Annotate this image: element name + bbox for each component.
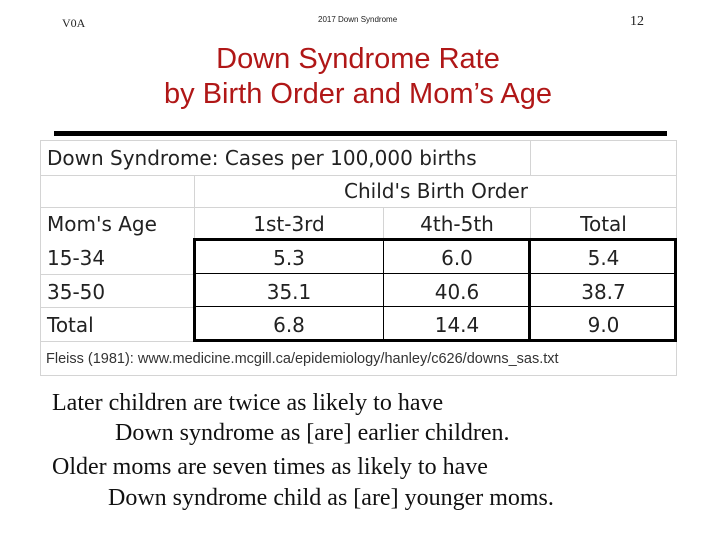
grid-line [40,140,677,141]
grid-line [40,175,677,176]
table-cell: 6.8 [273,313,305,337]
slide-label: V0A [62,16,86,30]
body-line-2: Down syndrome as [are] earlier children. [115,420,510,446]
grid-line [530,140,531,175]
body-line-1: Later children are twice as likely to have [52,390,444,416]
table-border [194,238,676,241]
table-cell: 9.0 [587,313,620,337]
table-cell: 5.3 [273,246,305,270]
table-cell: 40.6 [434,280,480,304]
table-cell: 35.1 [266,280,312,304]
table-cell: 5.4 [587,246,620,270]
row-label: 15-34 [47,246,106,270]
group-header: Child's Birth Order [344,179,528,203]
table-cell: 38.7 [581,280,626,304]
page-number: 12 [630,14,644,29]
slide-title [0,42,716,112]
grid-line [40,140,41,376]
slide-footer-title: 2017 Down Syndrome [318,15,398,24]
title-line-2: by Birth Order and Mom’s Age [164,78,552,110]
table-border [194,306,676,307]
title-rule [54,131,667,136]
grid-line [40,375,677,376]
table-cell: 14.4 [434,313,480,337]
column-header: Total [580,212,627,236]
row-label: 35-50 [47,280,106,304]
body-line-3: Older moms are seven times as likely to have [52,454,488,480]
grid-line [40,207,677,208]
data-table [40,140,677,376]
grid-line [40,307,194,308]
table-cell: 6.0 [441,246,473,270]
title-line-1: Down Syndrome Rate [216,43,500,75]
table-caption: Down Syndrome: Cases per 100,000 births [47,146,477,170]
table-border [194,273,676,274]
column-header: Mom's Age [47,212,157,236]
source-citation: Fleiss (1981): www.medicine.mcgill.ca/epidemiology/hanley/c626/downs_sas.txt [46,351,559,367]
column-header: 4th-5th [420,212,494,236]
column-header: 1st-3rd [253,212,325,236]
row-label: Total [47,313,94,337]
table-border [194,339,676,342]
body-line-4: Down syndrome child as [are] younger moms. [108,485,554,511]
grid-line [40,274,194,275]
